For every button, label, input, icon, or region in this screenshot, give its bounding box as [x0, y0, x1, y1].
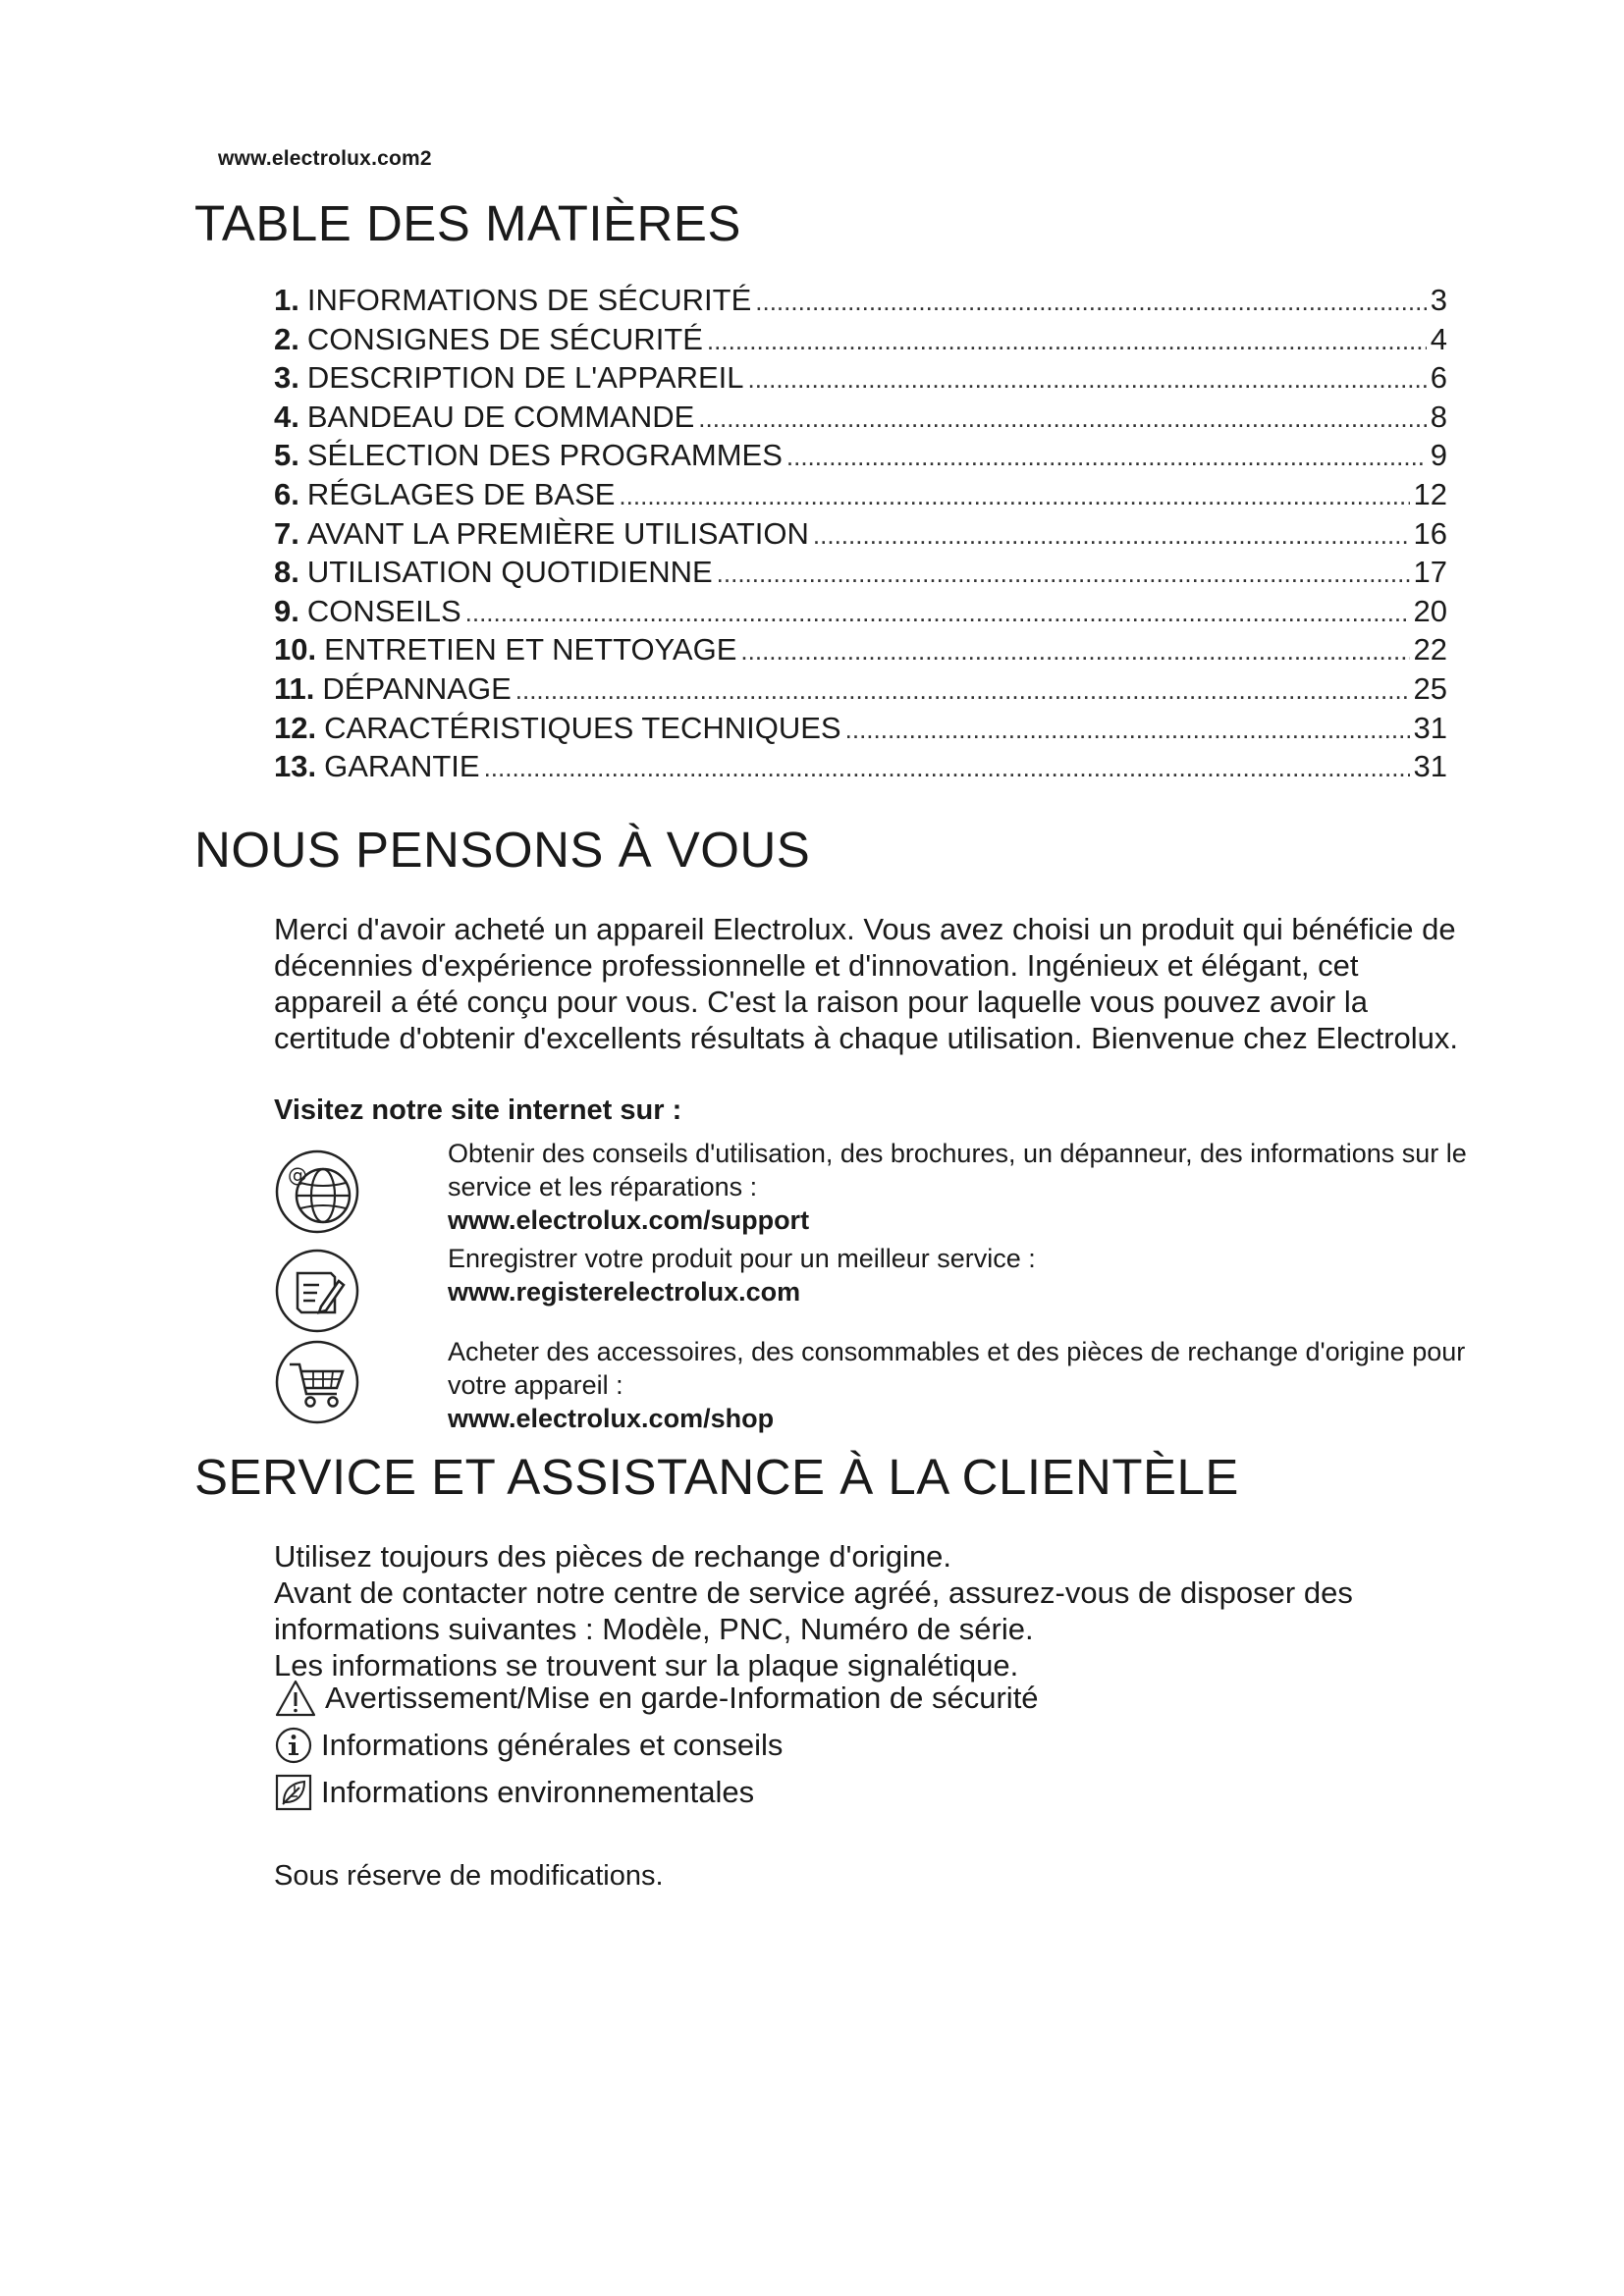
toc-item-label: ENTRETIEN ET NETTOYAGE: [324, 632, 737, 667]
register-description: Enregistrer votre produit pour un meilleur service :: [448, 1244, 1036, 1273]
toc-item-page: 17: [1413, 555, 1447, 590]
register-link-item: [274, 1242, 1482, 1350]
toc-item-number: 7.: [274, 515, 299, 551]
register-form-icon: [274, 1248, 360, 1334]
toc-item-number: 9.: [274, 593, 299, 628]
toc-item-label: CONSIGNES DE SÉCURITÉ: [306, 321, 703, 356]
toc-item-number: 11.: [274, 670, 315, 706]
toc-item-number: 1.: [274, 283, 299, 317]
toc-item[interactable]: [274, 709, 1447, 748]
toc-item[interactable]: [274, 436, 1447, 475]
visit-website-label: Visitez notre site internet sur :: [274, 1095, 682, 1126]
toc-item-number: 10.: [274, 632, 317, 667]
toc-item-number: 8.: [274, 555, 299, 590]
header-url: www.electrolux.com2: [218, 147, 432, 170]
svg-text:@: @: [288, 1163, 307, 1187]
toc-item-number: 6.: [274, 476, 299, 511]
toc-dot-leader: [845, 711, 1410, 748]
toc-item-label: DÉPANNAGE: [322, 670, 512, 706]
toc-title: TABLE DES MATIÈRES: [194, 195, 741, 251]
toc-item-label: RÉGLAGES DE BASE: [306, 476, 616, 511]
toc-dot-leader: [515, 671, 1410, 709]
toc-dot-leader: [786, 438, 1427, 475]
register-url-link[interactable]: www.registerelectrolux.com: [448, 1277, 801, 1307]
toc-item[interactable]: [274, 475, 1447, 514]
toc-item[interactable]: [274, 320, 1447, 359]
environment-leaf-icon: [274, 1773, 313, 1812]
toc-item[interactable]: [274, 553, 1447, 592]
support-link-item: [274, 1137, 1482, 1245]
nous-pensons-text: Merci d'avoir acheté un appareil Electrolux. Vous avez choisi un produit qui bénéficie de décennies d'expérience professionnelle et d'innovation. Ingénieux et élégant, cet appareil a été conçu pour vous. C'est la raison pour laquelle vous pouvez avoir la certitude d'obtenir d'excellents résultats à chaque utilisation. Bienvenue chez Electrolux.: [274, 912, 1459, 1055]
legend-environment: [274, 1773, 1354, 1812]
toc-item-number: 3.: [274, 360, 299, 396]
toc-item-label: DESCRIPTION DE L'APPAREIL: [306, 360, 744, 396]
legend-environment-label: Informations environnementales: [321, 1775, 755, 1809]
toc-item-page: 9: [1430, 438, 1447, 473]
toc-dot-leader: [717, 555, 1410, 592]
toc-item-label: SÉLECTION DES PROGRAMMES: [306, 438, 783, 473]
shop-link-text: [448, 1335, 1479, 1435]
toc-item[interactable]: [274, 630, 1447, 669]
legend-info: [274, 1726, 1354, 1765]
web-globe-icon: [274, 1148, 360, 1235]
toc-dot-leader: [484, 749, 1410, 786]
toc-dot-leader: [740, 632, 1409, 669]
toc-item-label: CARACTÉRISTIQUES TECHNIQUES: [324, 710, 841, 745]
service-title: SERVICE ET ASSISTANCE À LA CLIENTÈLE: [194, 1449, 1239, 1505]
toc-item-page: 20: [1413, 593, 1447, 628]
support-url-link[interactable]: www.electrolux.com/support: [448, 1205, 810, 1235]
toc-item-number: 12.: [274, 710, 317, 745]
toc-item-page: 16: [1413, 515, 1447, 551]
support-description: Obtenir des conseils d'utilisation, des brochures, un dépanneur, des informations sur le service et les réparations :: [448, 1139, 1467, 1201]
toc-dot-leader: [465, 594, 1410, 631]
toc-item-number: 4.: [274, 399, 299, 434]
toc-dot-leader: [813, 516, 1410, 554]
register-link-text: [448, 1242, 1479, 1308]
table-of-contents: [274, 281, 1447, 786]
toc-dot-leader: [748, 360, 1427, 398]
toc-item-label: AVANT LA PREMIÈRE UTILISATION: [306, 515, 809, 551]
support-link-text: [448, 1137, 1479, 1237]
toc-item-page: 6: [1430, 360, 1447, 396]
toc-dot-leader: [619, 477, 1409, 514]
toc-item-label: GARANTIE: [324, 749, 480, 784]
toc-item-page: 31: [1413, 710, 1447, 745]
toc-item-page: 4: [1430, 321, 1447, 356]
toc-item-label: INFORMATIONS DE SÉCURITÉ: [306, 283, 752, 317]
toc-item[interactable]: [274, 398, 1447, 437]
toc-item[interactable]: [274, 514, 1447, 554]
toc-item[interactable]: [274, 669, 1447, 709]
toc-item[interactable]: [274, 358, 1447, 398]
nous-pensons-title: NOUS PENSONS À VOUS: [194, 822, 811, 878]
toc-item-label: BANDEAU DE COMMANDE: [306, 399, 695, 434]
info-circle-icon: [274, 1726, 313, 1765]
warning-triangle-icon: [274, 1679, 317, 1718]
legend-warning: [274, 1679, 1354, 1718]
toc-item-page: 25: [1413, 670, 1447, 706]
toc-dot-leader: [707, 322, 1427, 359]
toc-item-page: 8: [1430, 399, 1447, 434]
shop-url-link[interactable]: www.electrolux.com/shop: [448, 1404, 775, 1433]
toc-item-label: UTILISATION QUOTIDIENNE: [306, 555, 713, 590]
shop-link-item: [274, 1335, 1482, 1443]
toc-item[interactable]: [274, 747, 1447, 786]
toc-item-page: 12: [1413, 476, 1447, 511]
shopping-cart-icon: [274, 1339, 360, 1425]
toc-item-number: 13.: [274, 749, 317, 784]
toc-item-number: 2.: [274, 321, 299, 356]
toc-item-page: 3: [1430, 283, 1447, 317]
toc-dot-leader: [755, 283, 1426, 320]
toc-item-number: 5.: [274, 438, 299, 473]
toc-item-label: CONSEILS: [306, 593, 461, 628]
toc-item[interactable]: [274, 281, 1447, 320]
toc-dot-leader: [698, 400, 1426, 437]
service-text: Utilisez toujours des pièces de rechange d'origine. Avant de contacter notre centre de service agréé, assurez-vous de disposer des informations suivantes : Modèle, PNC, Numéro de série. Les informations se trouvent sur la plaque signalétique.: [274, 1539, 1353, 1682]
legend-info-label: Informations générales et conseils: [321, 1728, 784, 1762]
footer-note: Sous réserve de modifications.: [274, 1860, 664, 1892]
toc-item-page: 22: [1413, 632, 1447, 667]
toc-item[interactable]: [274, 592, 1447, 631]
toc-item-page: 31: [1413, 749, 1447, 784]
legend-warning-label: Avertissement/Mise en garde-Information de sécurité: [325, 1681, 1039, 1715]
shop-description: Acheter des accessoires, des consommables et des pièces de rechange d'origine pour votre appareil :: [448, 1337, 1466, 1400]
